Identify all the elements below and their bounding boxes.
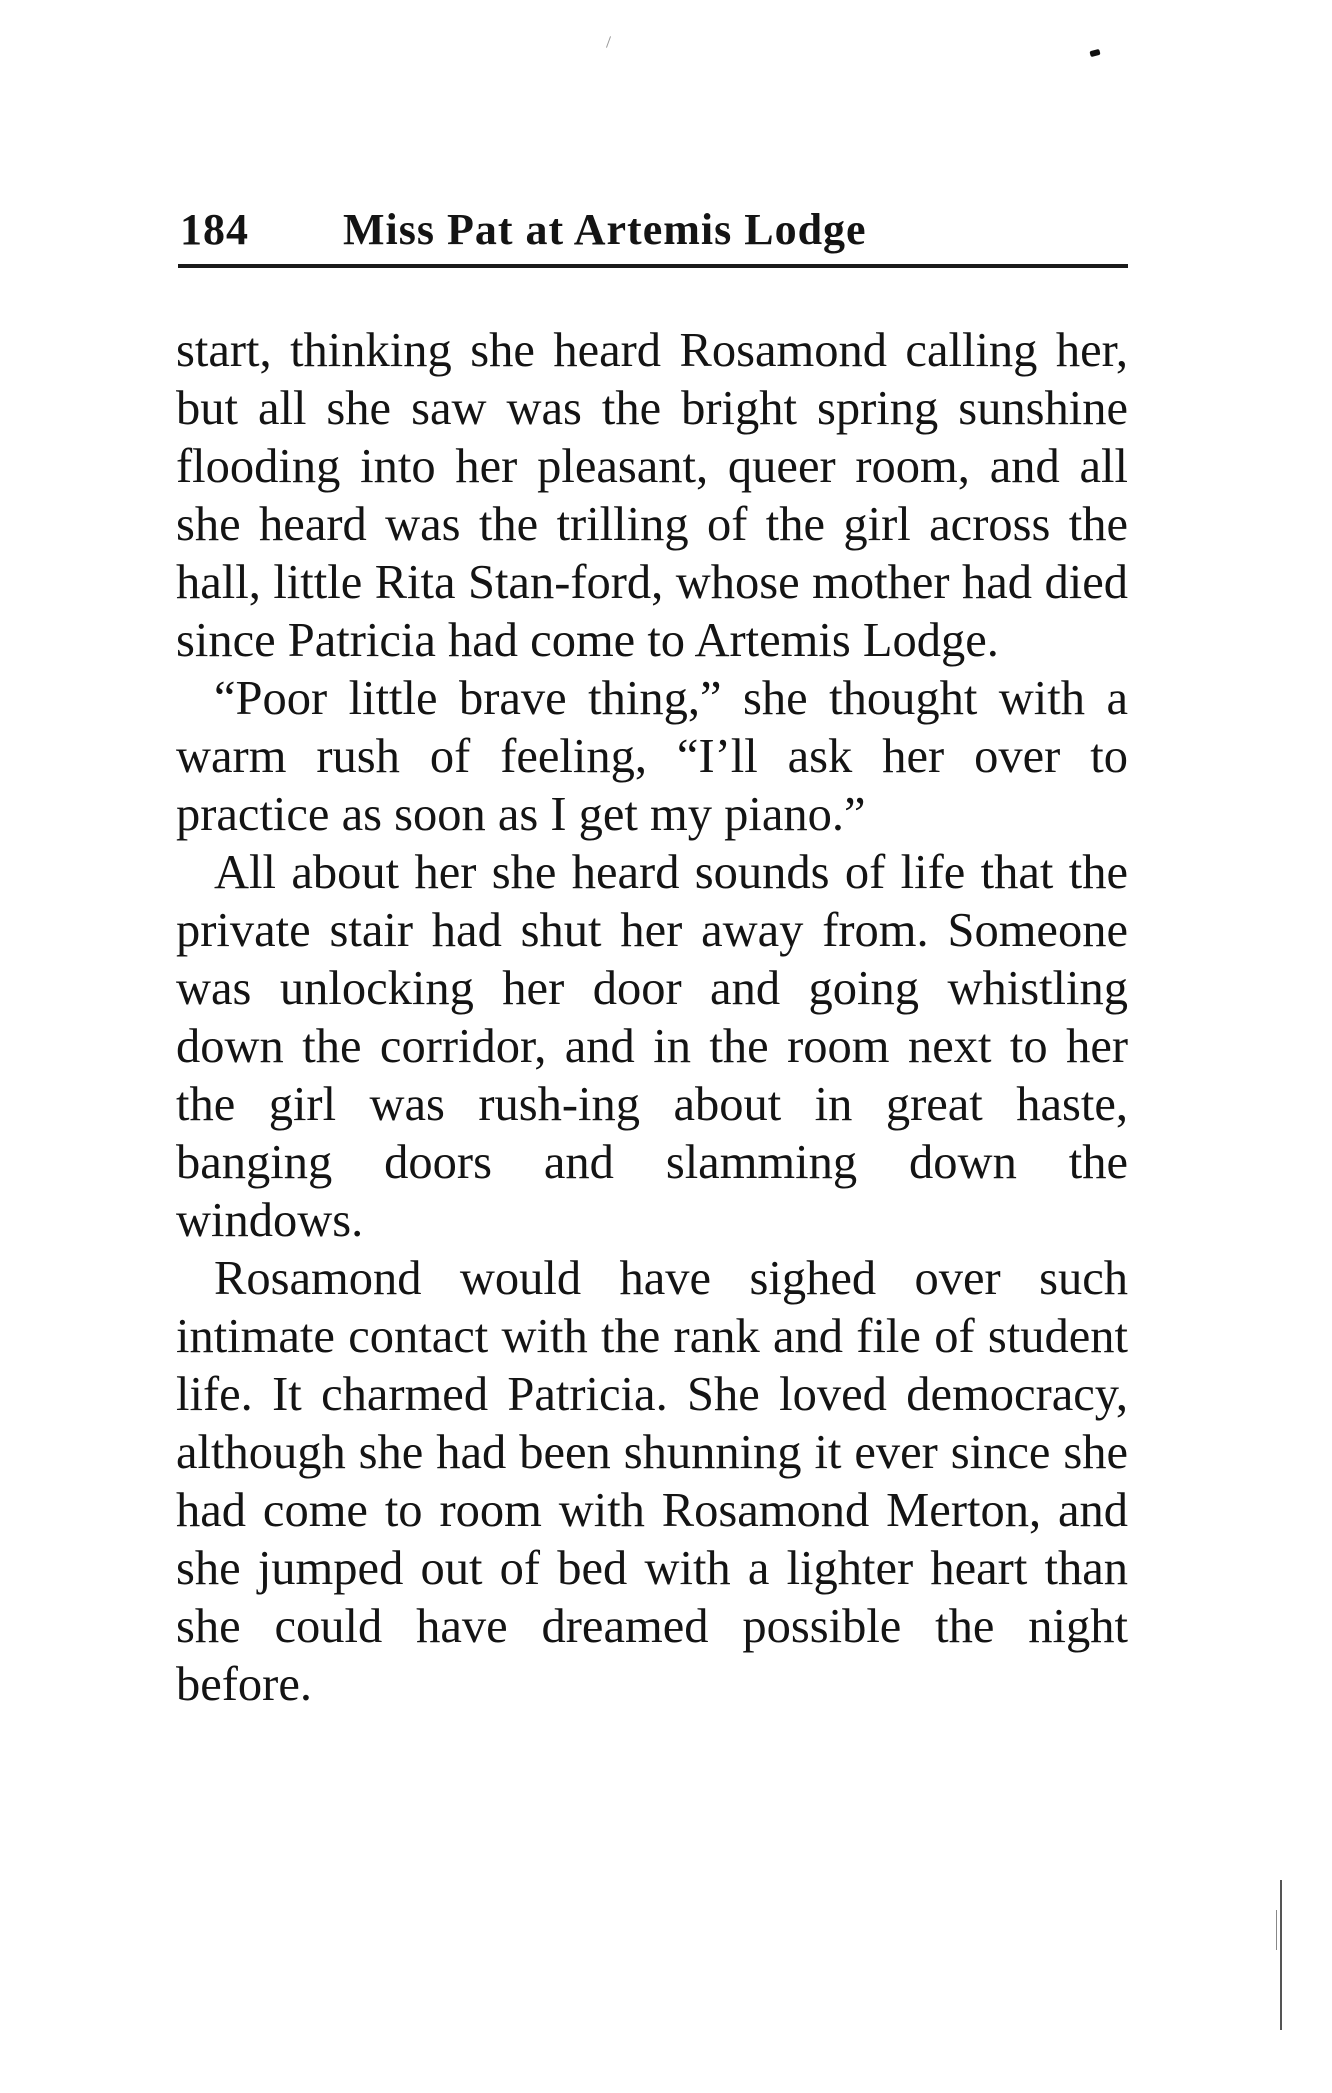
- scan-speck: [606, 36, 611, 48]
- paragraph-3: All about her she heard sounds of life that the private stair had shut her away from. Someone was unlocking her door and going whistling down the corridor, and in the room next to her the girl was rush-ing about in great haste, banging doors and slamming down the windows.: [176, 846, 1128, 1247]
- paragraph-1: start, thinking she heard Rosamond calling her, but all she saw was the bright spring sunshine flooding into her pleasant, queer room, and all she heard was the trilling of the girl across the hall, little Rita Stan-ford, whose mother had died since Patricia had come to Artemis Lodge.: [176, 324, 1128, 667]
- page-header: [178, 196, 1128, 268]
- running-title: Miss Pat at Artemis Lodge: [343, 205, 867, 254]
- paragraph-4: Rosamond would have sighed over such intimate contact with the rank and file of student life. It charmed Patricia. She loved democracy, although she had been shunning it ever since she had come to room with Rosamond Merton, and she jumped out of bed with a lighter heart than she could have dreamed possible the night before.: [176, 1252, 1128, 1711]
- page-edge-shadow: [1280, 1880, 1282, 2030]
- paragraph-2: “Poor little brave thing,” she thought with a warm rush of feeling, “I’ll ask her over to practice as soon as I get my piano.”: [176, 672, 1128, 841]
- page-edge-shadow-inner: [1276, 1910, 1277, 1950]
- ink-mark: [1089, 49, 1100, 57]
- page-number: 184: [180, 205, 249, 254]
- body-text: [176, 322, 1128, 1714]
